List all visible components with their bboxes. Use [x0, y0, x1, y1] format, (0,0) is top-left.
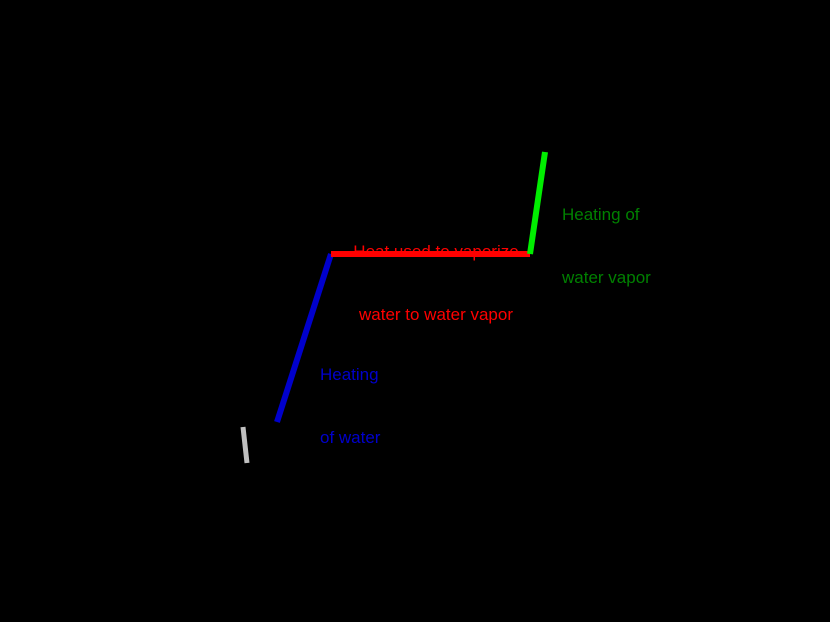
- annotation-heating-of-water-line2: of water: [320, 428, 381, 447]
- annotation-heating-of-water-vapor-line2: water vapor: [562, 268, 651, 287]
- annotation-heating-of-water-line1: Heating: [320, 365, 379, 384]
- annotation-vaporize-line2: water to water vapor: [358, 305, 513, 324]
- annotation-vaporize-line1: Heat used to vaporize: [353, 242, 519, 261]
- annotation-heating-of-water-vapor-line1: Heating of: [562, 205, 640, 224]
